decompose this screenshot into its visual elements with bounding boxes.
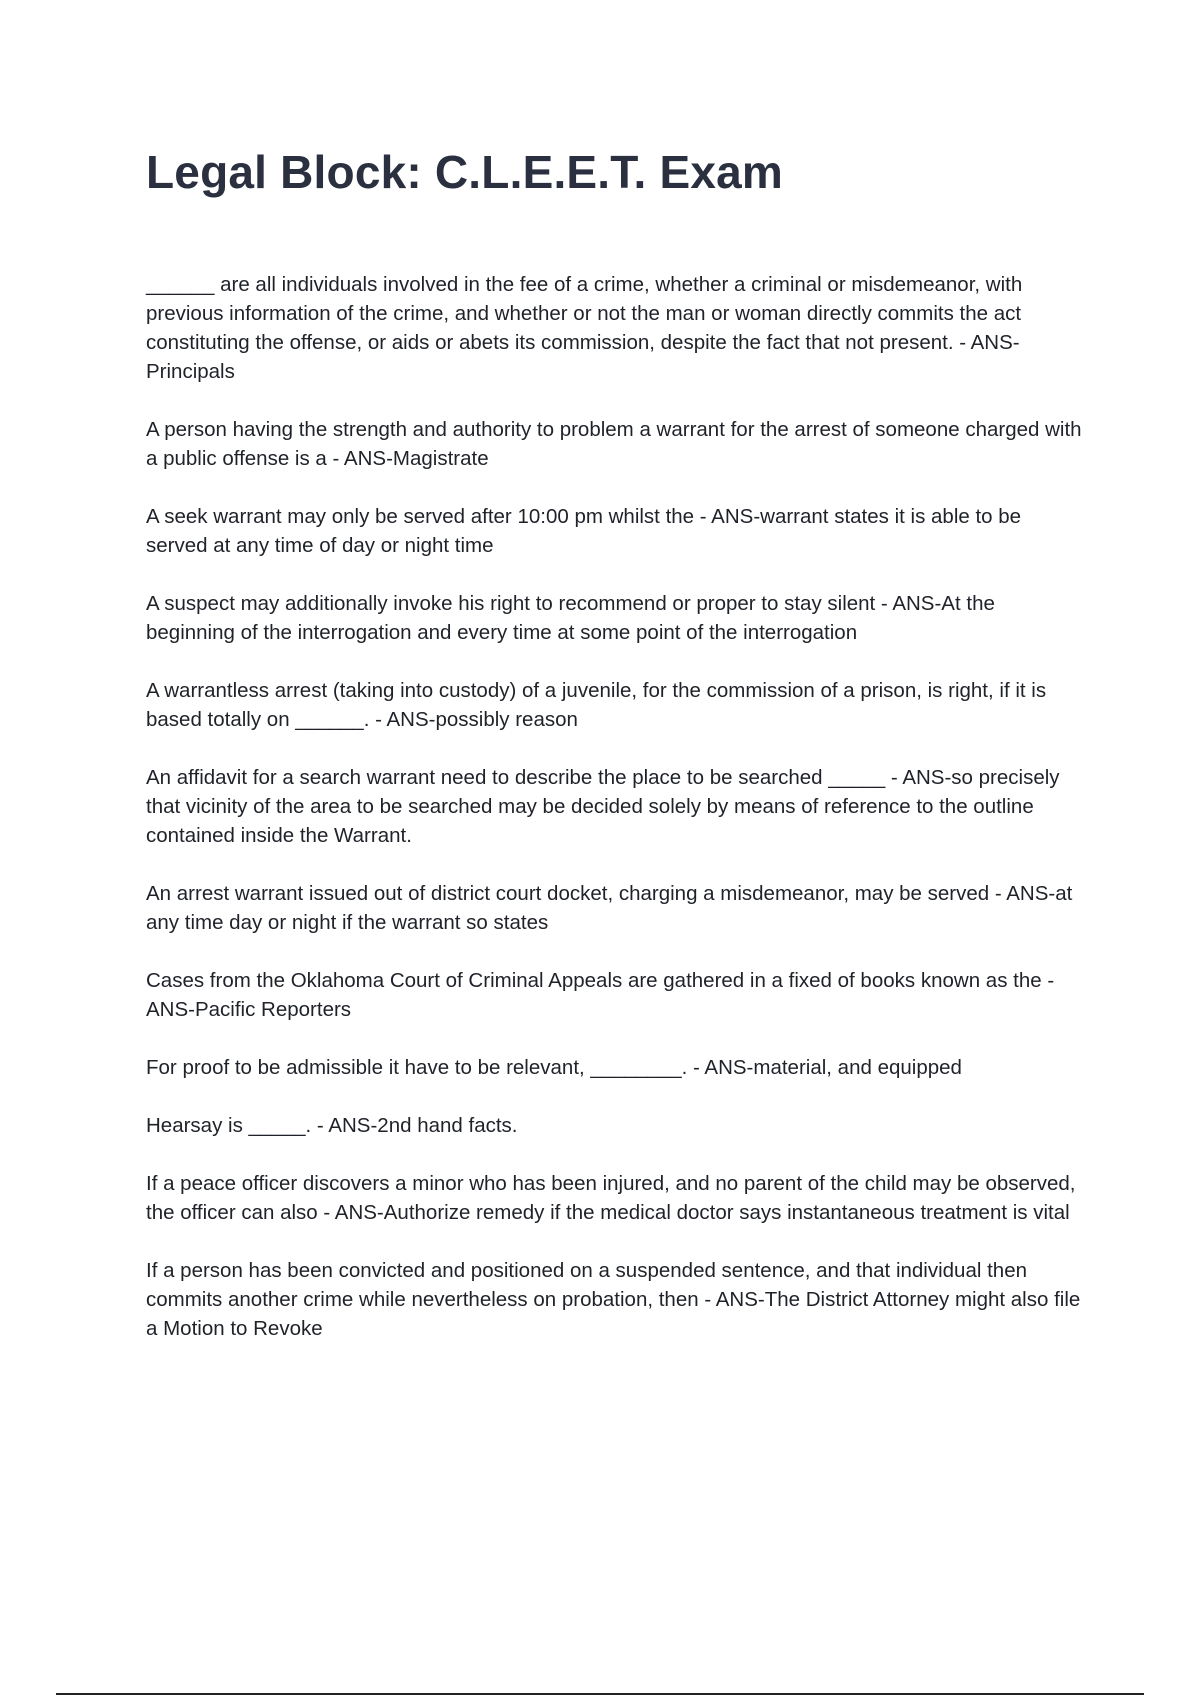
qa-item-6: An affidavit for a search warrant need to describe the place to be searched _____ - ANS-so precisely that vicinity of the area to be searched may be decided solely by means of reference to the outline contained inside the Warrant. [146, 766, 1060, 847]
qa-item-8: Cases from the Oklahoma Court of Criminal Appeals are gathered in a fixed of books known as the - ANS-Pacific Reporters [146, 969, 1055, 1021]
qa-item-12: If a person has been convicted and positioned on a suspended sentence, and that individual then commits another crime while nevertheless on probation, then - ANS-The District Attorney might also file a Motion to Revoke [146, 1259, 1081, 1340]
qa-item-5: A warrantless arrest (taking into custody) of a juvenile, for the commission of a prison, is right, if it is based totally on ______. - ANS-possibly reason [146, 679, 1047, 731]
qa-item-1: ______ are all individuals involved in the fee of a crime, whether a criminal or misdemeanor, with previous information of the crime, and whether or not the man or woman directly commits the act constituting the offense, or aids or abets its commission, despite the fact that not present. - ANS-Principals [146, 273, 1023, 383]
question-answer-list [146, 270, 1086, 1372]
qa-item-4: A suspect may additionally invoke his right to recommend or proper to stay silent - ANS-At the beginning of the interrogation and every time at some point of the interrogation [146, 592, 995, 644]
qa-item-10: Hearsay is _____. - ANS-2nd hand facts. [146, 1114, 518, 1137]
qa-item-9: For proof to be admissible it have to be relevant, ________. - ANS-material, and equipped [146, 1056, 962, 1079]
qa-item-11: If a peace officer discovers a minor who has been injured, and no parent of the child may be observed, the officer can also - ANS-Authorize remedy if the medical doctor says instantaneous treatment is vital [146, 1172, 1076, 1224]
footer-divider [56, 1693, 1144, 1695]
page-title: Legal Block: C.L.E.E.T. Exam [146, 146, 783, 198]
qa-item-2: A person having the strength and authority to problem a warrant for the arrest of someone charged with a public offense is a - ANS-Magistrate [146, 418, 1082, 470]
qa-item-7: An arrest warrant issued out of district court docket, charging a misdemeanor, may be served - ANS-at any time day or night if the warrant so states [146, 882, 1073, 934]
qa-item-3: A seek warrant may only be served after 10:00 pm whilst the - ANS-warrant states it is able to be served at any time of day or night time [146, 505, 1022, 557]
